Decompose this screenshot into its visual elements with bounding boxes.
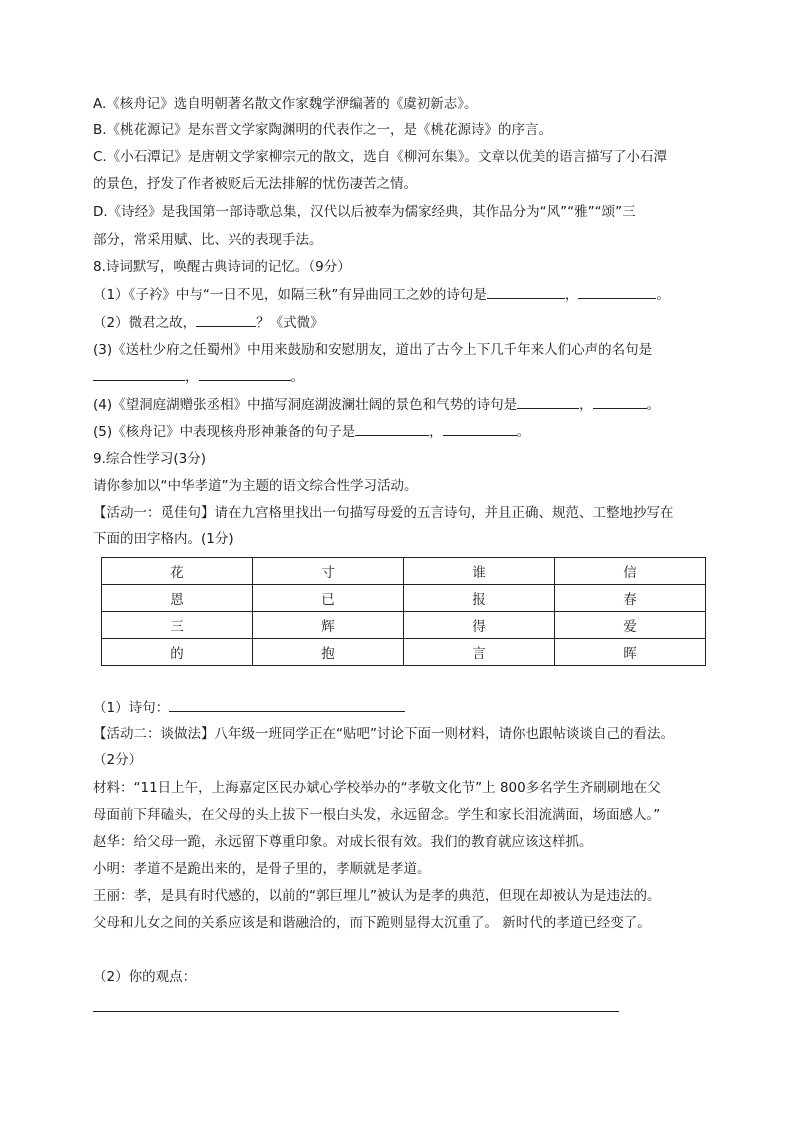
option-a: A.《核舟记》选自明朝著名散文作家魏学洢编著的《虞初新志》。 bbox=[93, 96, 478, 112]
q8-item-5 bbox=[93, 421, 530, 442]
table-row bbox=[102, 639, 706, 666]
answer-blank[interactable] bbox=[196, 312, 256, 327]
comment-wangli-cont: 父母和儿女之间的关系应该是和谐融洽的，而下跪则显得太沉重了。 新时代的孝道已经变了。 bbox=[93, 915, 651, 931]
q8-item-2-source: ？《式微》 bbox=[256, 315, 324, 331]
option-d-cont: 部分，常采用赋、比、兴的表现手法。 bbox=[93, 232, 323, 248]
poem-label: （1）诗句： bbox=[93, 700, 170, 716]
activity-2-score: （2分） bbox=[93, 752, 143, 768]
grid-cell: 寸 bbox=[253, 558, 404, 585]
option-c: C.《小石潭记》是唐朝文学家柳宗元的散文，选自《柳河东集》。文章以优美的语言描写了小石潭 bbox=[93, 149, 667, 165]
q8-item-1-text: （1）《子衿》中与“一日不见，如隔三秋”有异曲同工之妙的诗句是 bbox=[93, 287, 487, 303]
q9-title: 9.综合性学习(3分) bbox=[93, 451, 207, 467]
q8-item-3-blanks bbox=[93, 366, 304, 387]
answer-blank[interactable] bbox=[355, 421, 429, 436]
period: 。 bbox=[516, 424, 531, 440]
q8-item-4-text: (4)《望洞庭湖赠张丞相》中描写洞庭湖波澜壮阔的景色和气势的诗句是 bbox=[93, 397, 518, 413]
period: 。 bbox=[646, 397, 661, 413]
poem-answer-blank[interactable] bbox=[169, 697, 405, 712]
q8-item-5-text: (5)《核舟记》中表现核舟形神兼备的句子是 bbox=[93, 424, 356, 440]
q8-item-2-text: （2）微君之故， bbox=[93, 315, 197, 331]
grid-cell: 爱 bbox=[555, 612, 706, 639]
q8-item-4 bbox=[93, 394, 660, 415]
option-c-cont: 的景色，抒发了作者被贬后无法排解的忧伤凄苦之情。 bbox=[93, 176, 417, 192]
table-row bbox=[102, 558, 706, 585]
grid-cell: 言 bbox=[404, 639, 555, 666]
answer-blank[interactable] bbox=[593, 394, 647, 409]
q9-intro: 请你参加以“中华孝道”为主题的语文综合性学习活动。 bbox=[93, 478, 418, 494]
answer-blank[interactable] bbox=[487, 284, 565, 299]
comment-wangli: 王丽：孝，是具有时代感的，以前的“郭巨埋儿”被认为是孝的典范，但现在却被认为是违法的。 bbox=[93, 888, 661, 904]
grid-cell: 辉 bbox=[253, 612, 404, 639]
grid-cell: 恩 bbox=[102, 585, 253, 612]
grid-cell: 已 bbox=[253, 585, 404, 612]
q8-item-2 bbox=[93, 312, 324, 333]
comma: ， bbox=[185, 369, 199, 385]
comment-zhaohua: 赵华：给父母一跪，永远留下尊重印象。对成长很有效。我们的教育就应该这样抓。 bbox=[93, 834, 593, 850]
table-row bbox=[102, 585, 706, 612]
grid-cell: 花 bbox=[102, 558, 253, 585]
grid-cell: 抱 bbox=[253, 639, 404, 666]
answer-blank[interactable] bbox=[443, 421, 517, 436]
grid-cell: 晖 bbox=[555, 639, 706, 666]
q8-item-3: (3)《送杜少府之任蜀州》中用来鼓励和安慰朋友，道出了古今上下几千年来人们心声的名句是 bbox=[93, 342, 653, 358]
comma: ， bbox=[429, 424, 443, 440]
poem-answer-row bbox=[93, 697, 405, 718]
comment-xiaoming: 小明：孝道不是跪出来的，是骨子里的，孝顺就是孝道。 bbox=[93, 861, 431, 877]
grid-cell: 信 bbox=[555, 558, 706, 585]
table-row bbox=[102, 612, 706, 639]
answer-blank[interactable] bbox=[578, 284, 656, 299]
activity-1-instructions: 【活动一：觅佳句】请在九宫格里找出一句描写母爱的五言诗句，并且正确、规范、工整地抄写在 bbox=[93, 505, 674, 521]
answer-blank[interactable] bbox=[517, 394, 579, 409]
comma: ， bbox=[579, 397, 593, 413]
q8-title: 8.诗词默写，唤醒古典诗词的记忆。（9分） bbox=[93, 259, 351, 275]
grid-cell: 的 bbox=[102, 639, 253, 666]
grid-cell: 报 bbox=[404, 585, 555, 612]
grid-cell: 三 bbox=[102, 612, 253, 639]
your-view-answer-line[interactable] bbox=[93, 1011, 619, 1012]
material-line-1: 材料：“11日上午，上海嘉定区民办斌心学校举办的“孝敬文化节”上 800多名学生齐刷刷地在父 bbox=[93, 780, 661, 796]
your-view-label: （2）你的观点： bbox=[93, 969, 197, 985]
answer-blank[interactable] bbox=[199, 366, 291, 381]
activity-2-instructions: 【活动二：谈做法】八年级一班同学正在“贴吧”讨论下面一则材料，请你也跟帖谈谈自己的看法。 bbox=[93, 726, 674, 742]
nine-grid-table bbox=[101, 557, 706, 666]
comma: ， bbox=[564, 287, 579, 303]
grid-cell: 春 bbox=[555, 585, 706, 612]
activity-1-instructions-cont: 下面的田字格内。(1分) bbox=[93, 531, 234, 547]
period: 。 bbox=[656, 287, 670, 303]
grid-cell: 得 bbox=[404, 612, 555, 639]
grid-cell: 谁 bbox=[404, 558, 555, 585]
option-b: B.《桃花源记》是东晋文学家陶渊明的代表作之一，是《桃花源诗》的序言。 bbox=[93, 122, 553, 138]
q8-item-1 bbox=[93, 284, 670, 305]
material-line-2: 母面前下拜磕头，在父母的头上拔下一根白头发，永远留念。学生和家长泪流满面，场面感人。” bbox=[93, 807, 661, 823]
period: 。 bbox=[290, 369, 304, 385]
answer-blank[interactable] bbox=[93, 366, 185, 381]
option-d: D.《诗经》是我国第一部诗歌总集，汉代以后被奉为儒家经典，其作品分为“风”“雅”“颂”三 bbox=[93, 204, 636, 220]
